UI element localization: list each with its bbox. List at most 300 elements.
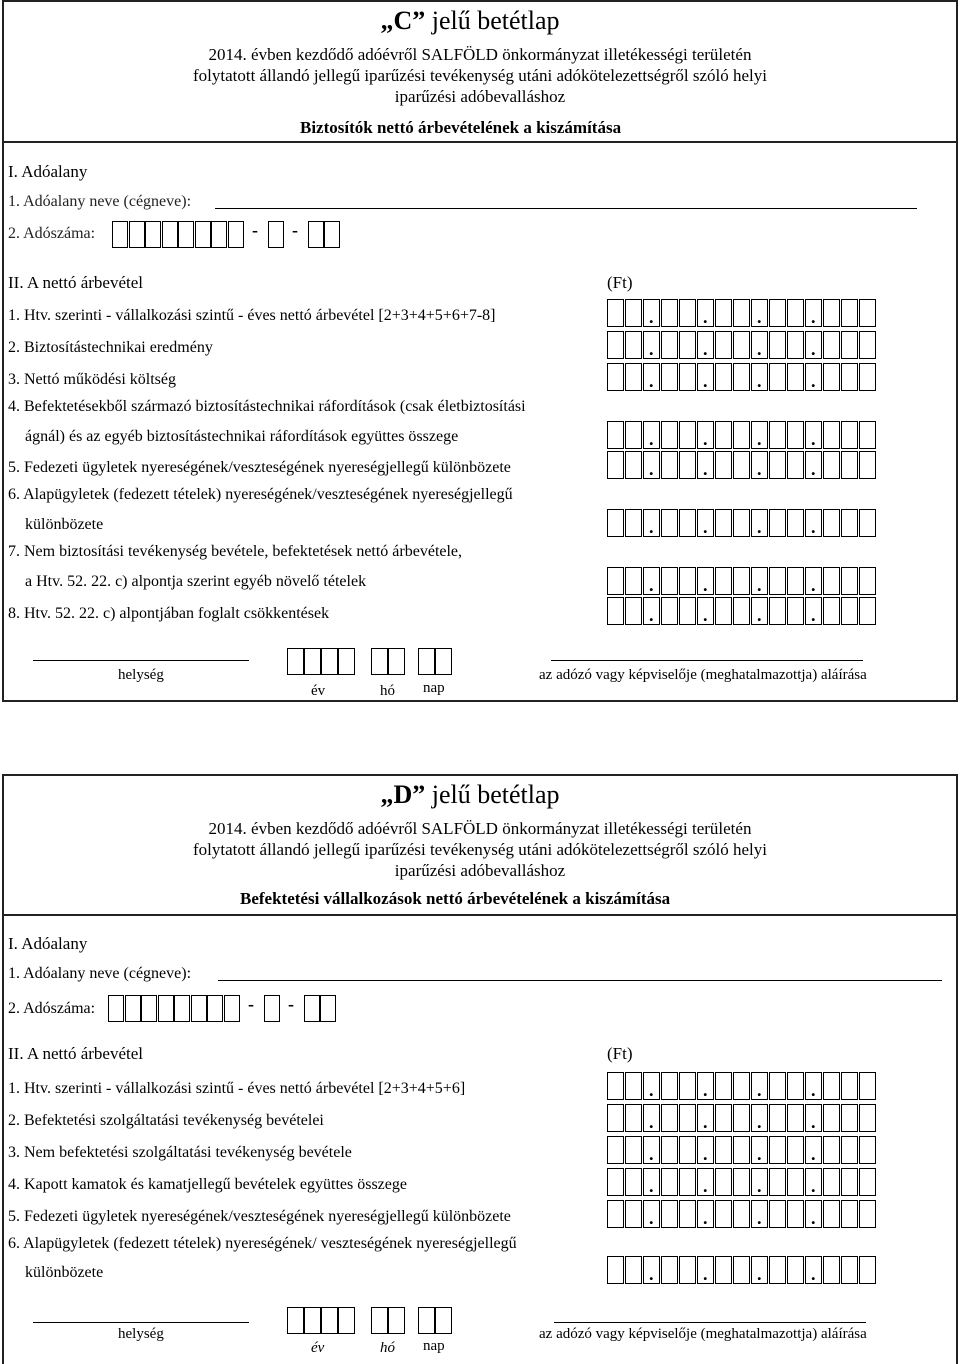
amount-digit-cell[interactable] xyxy=(625,1072,642,1100)
amount-digit-cell[interactable] xyxy=(715,509,732,537)
taxid-digit-cell[interactable] xyxy=(195,221,211,248)
thousands-separator-dot: . xyxy=(703,371,708,391)
form-d-signature-label: az adózó vagy képviselője (meghatalmazottja) aláírása xyxy=(539,1326,867,1342)
thousands-separator-dot: . xyxy=(649,1264,654,1284)
thousands-separator-dot: . xyxy=(757,1080,762,1100)
form-c-year-label: év xyxy=(311,683,326,699)
amount-digit-cell[interactable] xyxy=(715,1136,732,1164)
form-c-row-6b: különbözete xyxy=(25,516,104,533)
amount-digit-cell[interactable] xyxy=(607,331,624,359)
amount-digit-cell[interactable] xyxy=(625,1256,642,1284)
form-c-name-label: 1. Adóalany neve (cégneve): xyxy=(8,193,192,210)
amount-digit-cell[interactable] xyxy=(823,451,840,479)
amount-digit-cell[interactable] xyxy=(769,421,786,449)
amount-digit-cell[interactable] xyxy=(715,331,732,359)
taxid-digit-cell[interactable] xyxy=(308,221,324,248)
amount-digit-cell[interactable] xyxy=(859,451,876,479)
amount-digit-cell[interactable] xyxy=(841,299,858,327)
amount-digit-cell[interactable] xyxy=(625,299,642,327)
amount-digit-cell[interactable] xyxy=(787,363,804,391)
amount-digit-cell[interactable] xyxy=(679,363,696,391)
day-cell[interactable] xyxy=(435,1307,452,1334)
amount-digit-cell[interactable] xyxy=(859,567,876,595)
form-c-day-label: nap xyxy=(423,680,445,696)
form-c-place-line[interactable] xyxy=(33,660,249,661)
amount-digit-cell[interactable] xyxy=(607,1136,624,1164)
amount-digit-cell[interactable] xyxy=(733,567,750,595)
amount-digit-cell[interactable] xyxy=(607,1104,624,1132)
amount-digit-cell[interactable] xyxy=(769,1104,786,1132)
taxid-digit-cell[interactable] xyxy=(162,221,178,248)
year-cell[interactable] xyxy=(304,1307,321,1334)
amount-digit-cell[interactable] xyxy=(607,1168,624,1196)
year-cell[interactable] xyxy=(338,648,355,675)
amount-digit-cell[interactable] xyxy=(841,1136,858,1164)
taxid-digit-cell[interactable] xyxy=(264,995,280,1022)
form-d-row-1: 1. Htv. szerinti - vállalkozási szintű - éves nettó árbevétel [2+3+4+5+6] xyxy=(8,1080,466,1097)
amount-digit-cell[interactable] xyxy=(607,1200,624,1228)
form-c-title: „C” jelű betétlap xyxy=(380,6,560,35)
amount-digit-cell[interactable] xyxy=(679,1168,696,1196)
amount-digit-cell[interactable] xyxy=(769,363,786,391)
amount-digit-cell[interactable] xyxy=(787,1168,804,1196)
amount-digit-cell[interactable] xyxy=(859,509,876,537)
amount-digit-cell[interactable] xyxy=(859,1072,876,1100)
amount-digit-cell[interactable] xyxy=(679,1104,696,1132)
amount-digit-cell[interactable] xyxy=(661,299,678,327)
thousands-separator-dot: . xyxy=(649,429,654,449)
amount-digit-cell[interactable] xyxy=(841,1256,858,1284)
thousands-separator-dot: . xyxy=(703,1080,708,1100)
amount-digit-cell[interactable] xyxy=(715,1072,732,1100)
form-c-row-4b: ágnál) és az egyéb biztosítástechnikai ráfordítások együttes összege xyxy=(25,428,459,445)
thousands-separator-dot: . xyxy=(703,575,708,595)
amount-digit-cell[interactable] xyxy=(823,1256,840,1284)
amount-digit-cell[interactable] xyxy=(733,1256,750,1284)
taxid-digit-cell[interactable] xyxy=(158,995,174,1022)
amount-digit-cell[interactable] xyxy=(733,597,750,625)
thousands-separator-dot: . xyxy=(757,1208,762,1228)
amount-digit-cell[interactable] xyxy=(841,509,858,537)
thousands-separator-dot: . xyxy=(703,1176,708,1196)
amount-digit-cell[interactable] xyxy=(733,509,750,537)
form-d-row-4: 4. Kapott kamatok és kamatjellegű bevételek együttes összege xyxy=(8,1176,407,1193)
amount-digit-cell[interactable] xyxy=(841,597,858,625)
amount-digit-cell[interactable] xyxy=(787,597,804,625)
amount-digit-cell[interactable] xyxy=(823,509,840,537)
thousands-separator-dot: . xyxy=(757,1176,762,1196)
amount-digit-cell[interactable] xyxy=(715,451,732,479)
amount-digit-cell[interactable] xyxy=(607,1256,624,1284)
amount-digit-cell[interactable] xyxy=(661,1072,678,1100)
amount-digit-cell[interactable] xyxy=(787,1256,804,1284)
thousands-separator-dot: . xyxy=(649,339,654,359)
amount-digit-cell[interactable] xyxy=(715,567,732,595)
amount-digit-cell[interactable] xyxy=(661,509,678,537)
form-c-currency: (Ft) xyxy=(607,273,633,292)
amount-digit-cell[interactable] xyxy=(859,1136,876,1164)
thousands-separator-dot: . xyxy=(757,1264,762,1284)
amount-digit-cell[interactable] xyxy=(769,1168,786,1196)
amount-digit-cell[interactable] xyxy=(733,331,750,359)
form-d-title: „D” jelű betétlap xyxy=(380,780,560,809)
month-cell[interactable] xyxy=(371,1307,388,1334)
amount-digit-cell[interactable] xyxy=(859,331,876,359)
taxid-digit-cell[interactable] xyxy=(174,995,190,1022)
amount-digit-cell[interactable] xyxy=(769,509,786,537)
taxid-digit-cell[interactable] xyxy=(211,221,227,248)
form-d-row-2: 2. Befektetési szolgáltatási tevékenység bevételei xyxy=(8,1112,324,1129)
amount-digit-cell[interactable] xyxy=(769,331,786,359)
amount-digit-cell[interactable] xyxy=(823,363,840,391)
amount-digit-cell[interactable] xyxy=(841,567,858,595)
thousands-separator-dot: . xyxy=(703,1112,708,1132)
year-cell[interactable] xyxy=(287,1307,304,1334)
amount-digit-cell[interactable] xyxy=(607,421,624,449)
taxid-digit-cell[interactable] xyxy=(324,221,340,248)
thousands-separator-dot: . xyxy=(649,307,654,327)
thousands-separator-dot: . xyxy=(811,1264,816,1284)
form-d-year-label: év xyxy=(311,1340,325,1356)
thousands-separator-dot: . xyxy=(649,575,654,595)
form-d-row-3: 3. Nem befektetési szolgáltatási tevékenység bevétele xyxy=(8,1144,352,1161)
amount-digit-cell[interactable] xyxy=(715,299,732,327)
amount-digit-cell[interactable] xyxy=(607,509,624,537)
amount-digit-cell[interactable] xyxy=(787,299,804,327)
amount-digit-cell[interactable] xyxy=(661,1104,678,1132)
amount-digit-cell[interactable] xyxy=(841,1104,858,1132)
thousands-separator-dot: . xyxy=(703,307,708,327)
amount-digit-cell[interactable] xyxy=(679,451,696,479)
thousands-separator-dot: . xyxy=(757,605,762,625)
amount-digit-cell[interactable] xyxy=(733,1200,750,1228)
amount-digit-cell[interactable] xyxy=(769,1072,786,1100)
thousands-separator-dot: . xyxy=(811,339,816,359)
form-d-row-6a: 6. Alapügyletek (fedezett tételek) nyereségének/ veszteségének nyereségjellegű xyxy=(8,1235,517,1252)
form-d-currency: (Ft) xyxy=(607,1044,633,1063)
taxid-digit-cell[interactable] xyxy=(145,221,161,248)
amount-digit-cell[interactable] xyxy=(625,1168,642,1196)
amount-digit-cell[interactable] xyxy=(679,597,696,625)
amount-digit-cell[interactable] xyxy=(859,1168,876,1196)
amount-digit-cell[interactable] xyxy=(625,451,642,479)
thousands-separator-dot: . xyxy=(757,575,762,595)
taxid-digit-cell[interactable] xyxy=(125,995,141,1022)
form-c-row-1: 1. Htv. szerinti - vállalkozási szintű - éves nettó árbevétel [2+3+4+5+6+7-8] xyxy=(8,307,496,324)
amount-digit-cell[interactable] xyxy=(841,1200,858,1228)
form-c-header-text: 2014. évben kezdődő adóévről SALFÖLD önkormányzat illetékességi területén folytatott állandó jellegű iparűzési tevékenység utáni adókötelezettségről szóló helyi iparűzési adóbevalláshoz xyxy=(192,45,768,106)
amount-digit-cell[interactable] xyxy=(661,567,678,595)
amount-digit-cell[interactable] xyxy=(679,1136,696,1164)
amount-digit-cell[interactable] xyxy=(787,509,804,537)
amount-digit-cell[interactable] xyxy=(823,1200,840,1228)
amount-digit-cell[interactable] xyxy=(823,567,840,595)
taxid-digit-cell[interactable] xyxy=(141,995,157,1022)
amount-digit-cell[interactable] xyxy=(661,451,678,479)
form-d-row-6b: különbözete xyxy=(25,1264,104,1281)
form-c-row-4a: 4. Befektetésekből származó biztosítástechnikai ráfordítások (csak életbiztosítási xyxy=(8,398,526,415)
form-d-section-netto: II. A nettó árbevétel xyxy=(8,1044,144,1063)
amount-digit-cell[interactable] xyxy=(661,363,678,391)
year-cell[interactable] xyxy=(338,1307,355,1334)
form-c-signature-label: az adózó vagy képviselője (meghatalmazottja) aláírása xyxy=(539,667,867,683)
form-c-row-8: 8. Htv. 52. 22. c) alpontjában foglalt csökkentések xyxy=(8,605,330,622)
month-cell[interactable] xyxy=(388,1307,405,1334)
amount-digit-cell[interactable] xyxy=(661,1136,678,1164)
form-d-place-line[interactable] xyxy=(33,1322,249,1323)
amount-digit-cell[interactable] xyxy=(859,421,876,449)
amount-digit-cell[interactable] xyxy=(715,597,732,625)
amount-digit-cell[interactable] xyxy=(769,1136,786,1164)
amount-digit-cell[interactable] xyxy=(769,597,786,625)
amount-digit-cell[interactable] xyxy=(607,567,624,595)
thousands-separator-dot: . xyxy=(811,371,816,391)
form-c-row-7b: a Htv. 52. 22. c) alpontja szerint egyéb növelő tételek xyxy=(25,573,367,590)
thousands-separator-dot: . xyxy=(703,1264,708,1284)
amount-digit-cell[interactable] xyxy=(823,1072,840,1100)
amount-digit-cell[interactable] xyxy=(823,331,840,359)
form-d-section-adoalany: I. Adóalany xyxy=(8,934,88,953)
thousands-separator-dot: . xyxy=(811,429,816,449)
thousands-separator-dot: . xyxy=(757,429,762,449)
taxid-dash: - xyxy=(248,994,254,1014)
thousands-separator-dot: . xyxy=(649,1112,654,1132)
amount-digit-cell[interactable] xyxy=(733,421,750,449)
taxid-digit-cell[interactable] xyxy=(178,221,194,248)
form-c-row-6a: 6. Alapügyletek (fedezett tételek) nyereségének/veszteségének nyereségjellegű xyxy=(8,486,513,503)
taxid-digit-cell[interactable] xyxy=(224,995,240,1022)
amount-digit-cell[interactable] xyxy=(859,1256,876,1284)
thousands-separator-dot: . xyxy=(703,429,708,449)
thousands-separator-dot: . xyxy=(757,339,762,359)
amount-digit-cell[interactable] xyxy=(823,597,840,625)
taxid-digit-cell[interactable] xyxy=(108,995,124,1022)
amount-digit-cell[interactable] xyxy=(679,421,696,449)
day-cell[interactable] xyxy=(418,648,435,675)
thousands-separator-dot: . xyxy=(703,1144,708,1164)
form-d-taxid-label: 2. Adószáma: xyxy=(8,1000,96,1017)
amount-digit-cell[interactable] xyxy=(787,1072,804,1100)
form-c-row-3: 3. Nettó működési költség xyxy=(8,371,176,388)
thousands-separator-dot: . xyxy=(703,1208,708,1228)
thousands-separator-dot: . xyxy=(811,1176,816,1196)
thousands-separator-dot: . xyxy=(703,339,708,359)
thousands-separator-dot: . xyxy=(811,517,816,537)
thousands-separator-dot: . xyxy=(757,517,762,537)
amount-digit-cell[interactable] xyxy=(841,421,858,449)
amount-digit-cell[interactable] xyxy=(625,1136,642,1164)
amount-digit-cell[interactable] xyxy=(823,1136,840,1164)
amount-digit-cell[interactable] xyxy=(769,567,786,595)
amount-digit-cell[interactable] xyxy=(859,299,876,327)
amount-digit-cell[interactable] xyxy=(679,1200,696,1228)
amount-digit-cell[interactable] xyxy=(733,451,750,479)
amount-digit-cell[interactable] xyxy=(715,1104,732,1132)
amount-digit-cell[interactable] xyxy=(733,1072,750,1100)
amount-digit-cell[interactable] xyxy=(787,1104,804,1132)
amount-digit-cell[interactable] xyxy=(679,331,696,359)
amount-digit-cell[interactable] xyxy=(607,451,624,479)
amount-digit-cell[interactable] xyxy=(769,299,786,327)
amount-digit-cell[interactable] xyxy=(715,1200,732,1228)
taxid-digit-cell[interactable] xyxy=(129,221,145,248)
form-c-row-5: 5. Fedezeti ügyletek nyereségének/veszteségének nyereségjellegű különbözete xyxy=(8,459,511,476)
taxid-dash: - xyxy=(252,220,258,240)
year-cell[interactable] xyxy=(321,648,338,675)
amount-digit-cell[interactable] xyxy=(607,299,624,327)
amount-digit-cell[interactable] xyxy=(859,363,876,391)
amount-digit-cell[interactable] xyxy=(787,331,804,359)
thousands-separator-dot: . xyxy=(703,605,708,625)
amount-digit-cell[interactable] xyxy=(823,1168,840,1196)
thousands-separator-dot: . xyxy=(649,1208,654,1228)
amount-digit-cell[interactable] xyxy=(607,363,624,391)
month-cell[interactable] xyxy=(371,648,388,675)
amount-digit-cell[interactable] xyxy=(787,451,804,479)
amount-digit-cell[interactable] xyxy=(823,421,840,449)
form-d-place-label: helység xyxy=(118,1326,164,1342)
day-cell[interactable] xyxy=(435,648,452,675)
amount-digit-cell[interactable] xyxy=(769,1256,786,1284)
amount-digit-cell[interactable] xyxy=(787,421,804,449)
thousands-separator-dot: . xyxy=(811,605,816,625)
form-d-signature-line[interactable] xyxy=(554,1322,866,1323)
thousands-separator-dot: . xyxy=(811,1112,816,1132)
taxid-digit-cell[interactable] xyxy=(228,221,244,248)
form-c-signature-line[interactable] xyxy=(551,660,863,661)
taxid-digit-cell[interactable] xyxy=(268,221,284,248)
amount-digit-cell[interactable] xyxy=(841,363,858,391)
thousands-separator-dot: . xyxy=(811,459,816,479)
form-d-row-5: 5. Fedezeti ügyletek nyereségének/veszteségének nyereségjellegű különbözete xyxy=(8,1208,511,1225)
amount-digit-cell[interactable] xyxy=(859,1104,876,1132)
form-d-subtitle: Befektetési vállalkozások nettó árbevételének a kiszámítása xyxy=(240,889,671,908)
amount-digit-cell[interactable] xyxy=(733,1104,750,1132)
amount-digit-cell[interactable] xyxy=(607,597,624,625)
form-c-taxid-label: 2. Adószáma: xyxy=(8,225,96,242)
form-d-month-label: hó xyxy=(380,1340,395,1356)
amount-digit-cell[interactable] xyxy=(679,1072,696,1100)
amount-digit-cell[interactable] xyxy=(679,299,696,327)
amount-digit-cell[interactable] xyxy=(769,1200,786,1228)
amount-digit-cell[interactable] xyxy=(859,597,876,625)
amount-digit-cell[interactable] xyxy=(625,1104,642,1132)
thousands-separator-dot: . xyxy=(811,1144,816,1164)
form-c-section-adoalany: I. Adóalany xyxy=(8,162,88,181)
amount-digit-cell[interactable] xyxy=(661,597,678,625)
amount-digit-cell[interactable] xyxy=(841,331,858,359)
amount-digit-cell[interactable] xyxy=(679,567,696,595)
month-cell[interactable] xyxy=(388,648,405,675)
taxid-dash: - xyxy=(288,994,294,1014)
amount-digit-cell[interactable] xyxy=(625,597,642,625)
thousands-separator-dot: . xyxy=(649,605,654,625)
year-cell[interactable] xyxy=(304,648,321,675)
amount-digit-cell[interactable] xyxy=(625,1200,642,1228)
day-cell[interactable] xyxy=(418,1307,435,1334)
year-cell[interactable] xyxy=(321,1307,338,1334)
amount-digit-cell[interactable] xyxy=(787,567,804,595)
amount-digit-cell[interactable] xyxy=(715,421,732,449)
thousands-separator-dot: . xyxy=(811,307,816,327)
thousands-separator-dot: . xyxy=(757,1112,762,1132)
amount-digit-cell[interactable] xyxy=(715,363,732,391)
taxid-digit-cell[interactable] xyxy=(191,995,207,1022)
thousands-separator-dot: . xyxy=(811,1208,816,1228)
form-c-place-label: helység xyxy=(118,667,164,683)
taxid-digit-cell[interactable] xyxy=(320,995,336,1022)
amount-digit-cell[interactable] xyxy=(733,299,750,327)
amount-digit-cell[interactable] xyxy=(715,1256,732,1284)
form-c-name-field[interactable] xyxy=(215,208,917,209)
thousands-separator-dot: . xyxy=(757,371,762,391)
thousands-separator-dot: . xyxy=(649,1144,654,1164)
form-c-month-label: hó xyxy=(380,683,395,699)
thousands-separator-dot: . xyxy=(703,517,708,537)
form-d-header-text: 2014. évben kezdődő adóévről SALFÖLD önkormányzat illetékességi területén folytatott állandó jellegű iparűzési tevékenység utáni adókötelezettségről szóló helyi iparűzési adóbevalláshoz xyxy=(192,819,768,880)
thousands-separator-dot: . xyxy=(811,575,816,595)
thousands-separator-dot: . xyxy=(649,1080,654,1100)
amount-digit-cell[interactable] xyxy=(625,567,642,595)
form-d-name-field[interactable] xyxy=(218,980,942,981)
amount-digit-cell[interactable] xyxy=(859,1200,876,1228)
thousands-separator-dot: . xyxy=(757,1144,762,1164)
amount-digit-cell[interactable] xyxy=(661,421,678,449)
amount-digit-cell[interactable] xyxy=(625,331,642,359)
form-d-day-label: nap xyxy=(423,1338,445,1354)
form-d-name-label: 1. Adóalany neve (cégneve): xyxy=(8,965,192,982)
amount-digit-cell[interactable] xyxy=(625,363,642,391)
amount-digit-cell[interactable] xyxy=(625,509,642,537)
amount-digit-cell[interactable] xyxy=(787,1136,804,1164)
amount-digit-cell[interactable] xyxy=(787,1200,804,1228)
amount-digit-cell[interactable] xyxy=(679,509,696,537)
amount-digit-cell[interactable] xyxy=(625,421,642,449)
amount-digit-cell[interactable] xyxy=(733,1136,750,1164)
thousands-separator-dot: . xyxy=(811,1080,816,1100)
form-c-subtitle: Biztosítók nettó árbevételének a kiszámítása xyxy=(300,118,622,137)
amount-digit-cell[interactable] xyxy=(841,1168,858,1196)
form-c-row-7a: 7. Nem biztosítási tevékenység bevétele, befektetések nettó árbevétele, xyxy=(8,543,463,560)
amount-digit-cell[interactable] xyxy=(661,1168,678,1196)
taxid-digit-cell[interactable] xyxy=(207,995,223,1022)
amount-digit-cell[interactable] xyxy=(733,1168,750,1196)
amount-digit-cell[interactable] xyxy=(661,1200,678,1228)
amount-digit-cell[interactable] xyxy=(715,1168,732,1196)
amount-digit-cell[interactable] xyxy=(733,363,750,391)
amount-digit-cell[interactable] xyxy=(661,331,678,359)
form-c-section-netto: II. A nettó árbevétel xyxy=(8,273,144,292)
taxid-digit-cell[interactable] xyxy=(112,221,128,248)
thousands-separator-dot: . xyxy=(649,371,654,391)
taxid-digit-cell[interactable] xyxy=(304,995,320,1022)
thousands-separator-dot: . xyxy=(649,1176,654,1196)
amount-digit-cell[interactable] xyxy=(769,451,786,479)
form-c-row-2: 2. Biztosítástechnikai eredmény xyxy=(8,339,213,356)
thousands-separator-dot: . xyxy=(757,307,762,327)
thousands-separator-dot: . xyxy=(703,459,708,479)
amount-digit-cell[interactable] xyxy=(679,1256,696,1284)
amount-digit-cell[interactable] xyxy=(607,1072,624,1100)
amount-digit-cell[interactable] xyxy=(823,299,840,327)
amount-digit-cell[interactable] xyxy=(841,1072,858,1100)
amount-digit-cell[interactable] xyxy=(661,1256,678,1284)
thousands-separator-dot: . xyxy=(757,459,762,479)
amount-digit-cell[interactable] xyxy=(823,1104,840,1132)
amount-digit-cell[interactable] xyxy=(841,451,858,479)
thousands-separator-dot: . xyxy=(649,459,654,479)
year-cell[interactable] xyxy=(287,648,304,675)
